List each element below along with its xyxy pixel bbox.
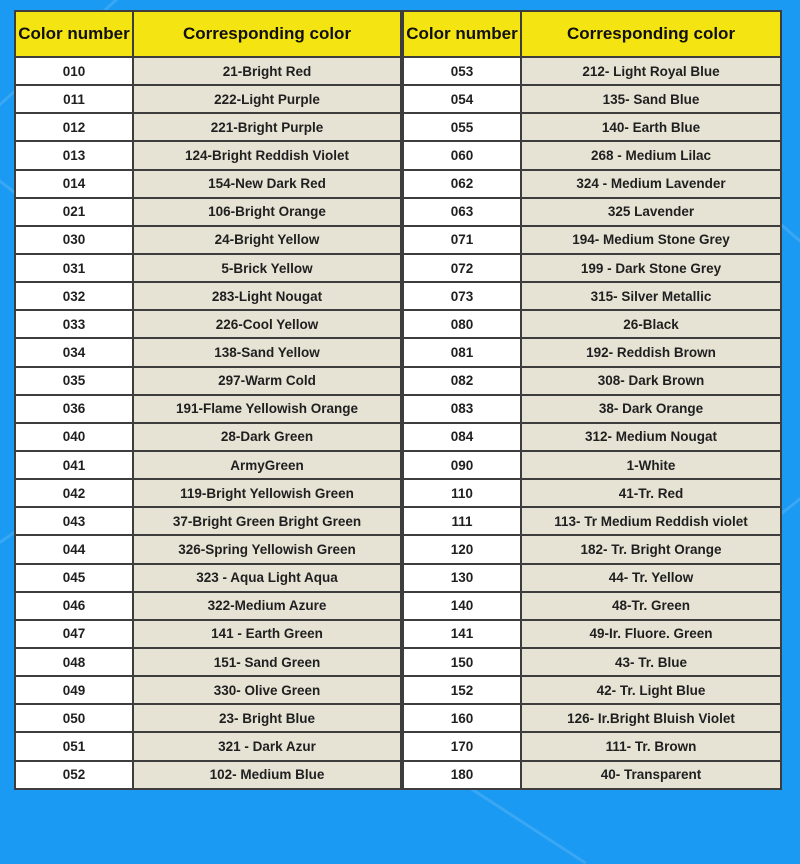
color-number-cell: 033 [15, 310, 133, 338]
corresponding-color-cell: 222-Light Purple [133, 85, 401, 113]
corresponding-color-cell: 37-Bright Green Bright Green [133, 507, 401, 535]
table-row [15, 226, 401, 254]
color-number-cell: 120 [403, 535, 521, 563]
corresponding-color-cell: 326-Spring Yellowish Green [133, 535, 401, 563]
table-row [15, 57, 401, 85]
color-number-cell: 081 [403, 338, 521, 366]
corresponding-color-cell: 41-Tr. Red [521, 479, 781, 507]
table-row [15, 704, 401, 732]
color-number-cell: 055 [403, 113, 521, 141]
corresponding-color-cell: 140- Earth Blue [521, 113, 781, 141]
color-number-cell: 042 [15, 479, 133, 507]
table-row [403, 141, 781, 169]
table-row [403, 395, 781, 423]
table-row [403, 254, 781, 282]
color-number-cell: 010 [15, 57, 133, 85]
table-row [403, 535, 781, 563]
table-row [403, 57, 781, 85]
corresponding-color-cell: 221-Bright Purple [133, 113, 401, 141]
color-number-cell: 141 [403, 620, 521, 648]
corresponding-color-cell: 323 - Aqua Light Aqua [133, 564, 401, 592]
corresponding-color-cell: 330- Olive Green [133, 676, 401, 704]
corresponding-color-cell: 283-Light Nougat [133, 282, 401, 310]
color-number-cell: 049 [15, 676, 133, 704]
corresponding-color-cell: 23- Bright Blue [133, 704, 401, 732]
color-number-cell: 014 [15, 170, 133, 198]
table-row [15, 395, 401, 423]
color-number-cell: 150 [403, 648, 521, 676]
color-number-cell: 130 [403, 564, 521, 592]
table-row [15, 479, 401, 507]
corresponding-color-cell: 49-Ir. Fluore. Green [521, 620, 781, 648]
corresponding-color-cell: 138-Sand Yellow [133, 338, 401, 366]
table-row [403, 732, 781, 760]
color-number-cell: 072 [403, 254, 521, 282]
color-table-right [402, 10, 782, 790]
corresponding-color-cell: 322-Medium Azure [133, 592, 401, 620]
color-number-cell: 031 [15, 254, 133, 282]
color-number-cell: 053 [403, 57, 521, 85]
table-row [403, 479, 781, 507]
table-row [15, 85, 401, 113]
table-row [15, 620, 401, 648]
table-row [403, 113, 781, 141]
corresponding-color-cell: 111- Tr. Brown [521, 732, 781, 760]
corresponding-color-cell: 126- Ir.Bright Bluish Violet [521, 704, 781, 732]
corresponding-color-cell: ArmyGreen [133, 451, 401, 479]
color-number-cell: 030 [15, 226, 133, 254]
corresponding-color-cell: 325 Lavender [521, 198, 781, 226]
color-number-cell: 052 [15, 761, 133, 789]
corresponding-color-cell: 194- Medium Stone Grey [521, 226, 781, 254]
color-number-cell: 043 [15, 507, 133, 535]
table-row [403, 338, 781, 366]
table-body-left [15, 57, 401, 789]
corresponding-color-cell: 154-New Dark Red [133, 170, 401, 198]
color-number-cell: 034 [15, 338, 133, 366]
table-row [15, 507, 401, 535]
table-row [403, 282, 781, 310]
table-row [15, 338, 401, 366]
corresponding-color-cell: 119-Bright Yellowish Green [133, 479, 401, 507]
color-number-cell: 071 [403, 226, 521, 254]
color-number-cell: 083 [403, 395, 521, 423]
color-tables-container [14, 10, 782, 790]
corresponding-color-cell: 48-Tr. Green [521, 592, 781, 620]
corresponding-color-cell: 40- Transparent [521, 761, 781, 789]
color-number-cell: 047 [15, 620, 133, 648]
table-row [403, 620, 781, 648]
table-row [403, 310, 781, 338]
color-number-cell: 082 [403, 367, 521, 395]
corresponding-color-cell: 151- Sand Green [133, 648, 401, 676]
color-number-cell: 152 [403, 676, 521, 704]
table-row [403, 592, 781, 620]
corresponding-color-cell: 42- Tr. Light Blue [521, 676, 781, 704]
corresponding-color-cell: 141 - Earth Green [133, 620, 401, 648]
table-row [403, 423, 781, 451]
corresponding-color-cell: 315- Silver Metallic [521, 282, 781, 310]
color-number-cell: 012 [15, 113, 133, 141]
header-row [403, 11, 781, 57]
color-table-left [14, 10, 402, 790]
table-row [15, 141, 401, 169]
table-row [403, 648, 781, 676]
color-number-cell: 111 [403, 507, 521, 535]
color-number-cell: 062 [403, 170, 521, 198]
corresponding-color-cell: 113- Tr Medium Reddish violet [521, 507, 781, 535]
table-row [15, 564, 401, 592]
corresponding-color-cell: 5-Brick Yellow [133, 254, 401, 282]
table-row [15, 282, 401, 310]
color-number-cell: 110 [403, 479, 521, 507]
color-number-cell: 046 [15, 592, 133, 620]
corresponding-color-cell: 199 - Dark Stone Grey [521, 254, 781, 282]
table-row [15, 732, 401, 760]
table-body-right [403, 57, 781, 789]
color-number-cell: 040 [15, 423, 133, 451]
corresponding-color-cell: 324 - Medium Lavender [521, 170, 781, 198]
corresponding-color-cell: 321 - Dark Azur [133, 732, 401, 760]
corresponding-color-cell: 124-Bright Reddish Violet [133, 141, 401, 169]
corresponding-color-cell: 297-Warm Cold [133, 367, 401, 395]
table-row [403, 226, 781, 254]
table-row [15, 254, 401, 282]
color-number-cell: 035 [15, 367, 133, 395]
table-row [15, 592, 401, 620]
color-number-cell: 021 [15, 198, 133, 226]
table-row [15, 423, 401, 451]
corresponding-color-cell: 312- Medium Nougat [521, 423, 781, 451]
column-header-corresponding-color: Corresponding color [521, 11, 781, 57]
corresponding-color-cell: 182- Tr. Bright Orange [521, 535, 781, 563]
table-row [403, 761, 781, 789]
corresponding-color-cell: 44- Tr. Yellow [521, 564, 781, 592]
table-row [15, 170, 401, 198]
corresponding-color-cell: 191-Flame Yellowish Orange [133, 395, 401, 423]
table-row [15, 367, 401, 395]
column-header-color-number: Color number [15, 11, 133, 57]
corresponding-color-cell: 43- Tr. Blue [521, 648, 781, 676]
color-number-cell: 032 [15, 282, 133, 310]
corresponding-color-cell: 192- Reddish Brown [521, 338, 781, 366]
column-header-color-number: Color number [403, 11, 521, 57]
color-number-cell: 041 [15, 451, 133, 479]
color-number-cell: 048 [15, 648, 133, 676]
corresponding-color-cell: 102- Medium Blue [133, 761, 401, 789]
column-header-corresponding-color: Corresponding color [133, 11, 401, 57]
header-row [15, 11, 401, 57]
table-row [15, 648, 401, 676]
color-number-cell: 036 [15, 395, 133, 423]
table-row [15, 535, 401, 563]
color-number-cell: 051 [15, 732, 133, 760]
table-row [15, 761, 401, 789]
table-row [15, 451, 401, 479]
color-number-cell: 090 [403, 451, 521, 479]
corresponding-color-cell: 135- Sand Blue [521, 85, 781, 113]
color-number-cell: 170 [403, 732, 521, 760]
color-number-cell: 140 [403, 592, 521, 620]
color-number-cell: 011 [15, 85, 133, 113]
color-number-cell: 054 [403, 85, 521, 113]
corresponding-color-cell: 38- Dark Orange [521, 395, 781, 423]
corresponding-color-cell: 106-Bright Orange [133, 198, 401, 226]
table-row [403, 676, 781, 704]
corresponding-color-cell: 26-Black [521, 310, 781, 338]
color-number-cell: 050 [15, 704, 133, 732]
table-row [403, 85, 781, 113]
table-row [403, 451, 781, 479]
color-number-cell: 080 [403, 310, 521, 338]
corresponding-color-cell: 28-Dark Green [133, 423, 401, 451]
corresponding-color-cell: 1-White [521, 451, 781, 479]
table-row [15, 113, 401, 141]
color-number-cell: 063 [403, 198, 521, 226]
table-row [403, 170, 781, 198]
color-number-cell: 045 [15, 564, 133, 592]
table-row [403, 367, 781, 395]
table-row [15, 676, 401, 704]
corresponding-color-cell: 212- Light Royal Blue [521, 57, 781, 85]
color-number-cell: 073 [403, 282, 521, 310]
table-row [15, 310, 401, 338]
table-row [403, 704, 781, 732]
color-number-cell: 060 [403, 141, 521, 169]
table-row [403, 198, 781, 226]
table-row [403, 564, 781, 592]
corresponding-color-cell: 21-Bright Red [133, 57, 401, 85]
color-number-cell: 044 [15, 535, 133, 563]
table-row [403, 507, 781, 535]
corresponding-color-cell: 268 - Medium Lilac [521, 141, 781, 169]
color-number-cell: 160 [403, 704, 521, 732]
corresponding-color-cell: 24-Bright Yellow [133, 226, 401, 254]
corresponding-color-cell: 308- Dark Brown [521, 367, 781, 395]
color-number-cell: 013 [15, 141, 133, 169]
corresponding-color-cell: 226-Cool Yellow [133, 310, 401, 338]
color-number-cell: 180 [403, 761, 521, 789]
color-number-cell: 084 [403, 423, 521, 451]
table-row [15, 198, 401, 226]
